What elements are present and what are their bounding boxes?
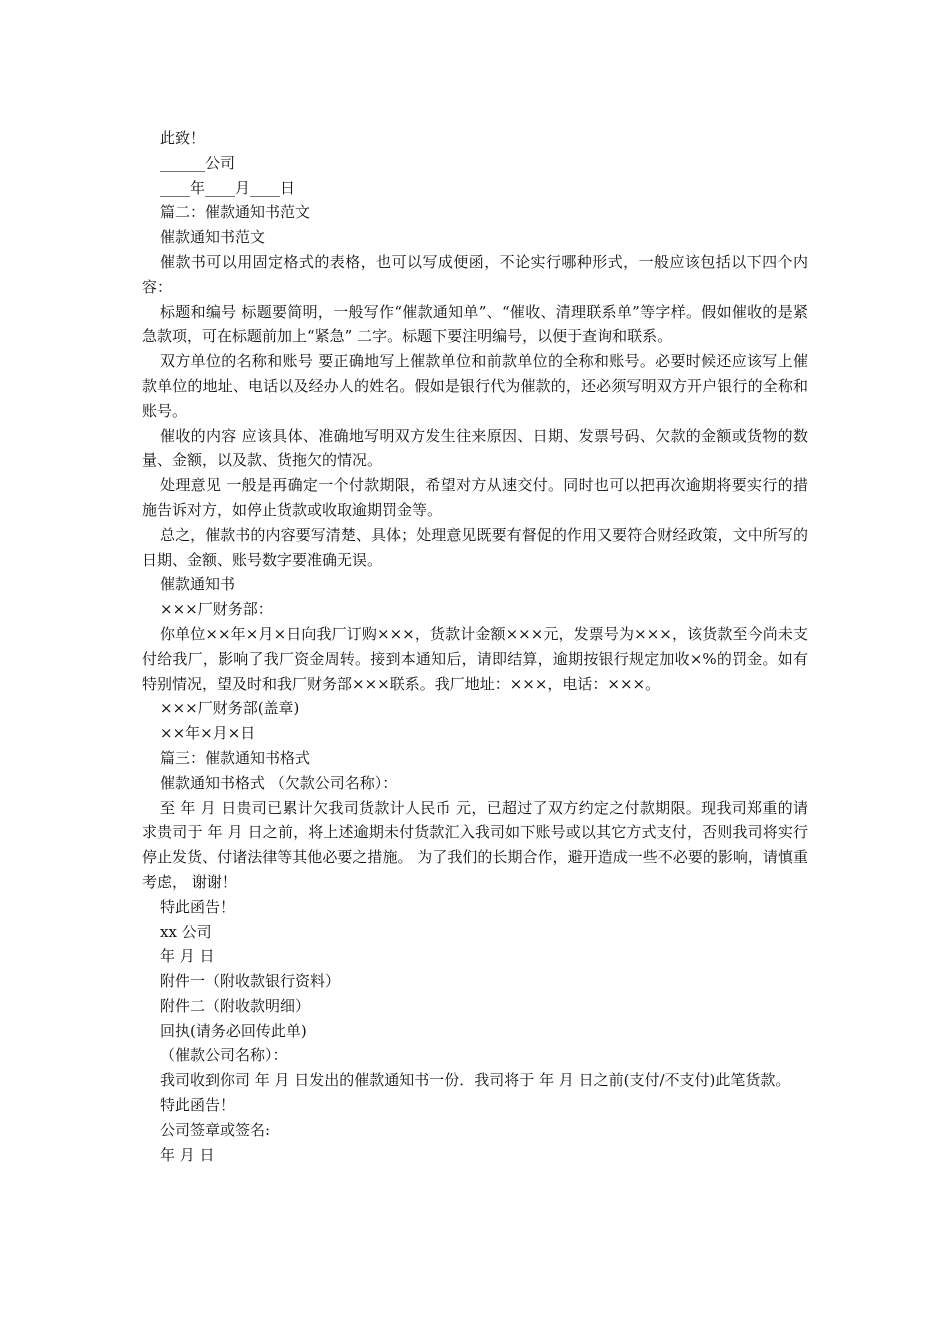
- date-blank: ____年____月____日: [160, 178, 296, 197]
- paragraph-content: 催收的内容 应该具体、准确地写明双方发生往来原因、日期、发票号码、欠款的金额或货物的数量、金额，以及款、货拖欠的情况。: [142, 426, 808, 470]
- receipt-recipient: （催款公司名称）：: [160, 1046, 288, 1065]
- format-body: 至 年 月 日贵司已累计欠我司货款计人民币 元，已超过了双方约定之付款期限。现我司郑重的请求贵司于 年 月 日之前，将上述逾期未付货款汇入我司如下账号或以其它方式支付，否则我司将实行停止发货、付诸法律等其他必要之措施。 为了我们的长期合作，避开造成一些不必要的影响，请慎重考虑， 谢谢！: [142, 798, 808, 891]
- paragraph-intro: 催款书可以用固定格式的表格，也可以写成便函，不论实行哪种形式，一般应该包括以下四个内容：: [142, 252, 808, 296]
- notice-date: ××年×月×日: [160, 724, 256, 743]
- section-title-2: 催款通知书范文: [160, 228, 266, 247]
- paragraph-handling: 处理意见 一般是再确定一个付款期限，希望对方从速交付。同时也可以把再次逾期将要实行的措施告诉对方，如停止货款或收取逾期罚金等。: [142, 476, 808, 519]
- receipt-signature: 公司签章或签名:: [160, 1120, 271, 1139]
- paragraph-names-accounts: 双方单位的名称和账号 要正确地写上催款单位和前款单位的全称和账号。必要时候还应该写上催款单位的地址、电话以及经办人的姓名。假如是银行代为催款的，还必须写明双方开户银行的全称和账号。: [142, 352, 808, 420]
- paragraph-summary: 总之，催款书的内容要写清楚、具体；处理意见既要有督促的作用又要符合财经政策，文中所写的日期、金额、账号数字要准确无误。: [142, 525, 808, 569]
- closing-salutation: 此致！: [160, 129, 206, 147]
- format-closing: 特此函告！: [160, 897, 236, 916]
- receipt-body: 我司收到你司 年 月 日发出的催款通知书一份．我司将于 年 月 日之前(支付/不支付)此笔货款。: [160, 1071, 791, 1090]
- format-date: 年 月 日: [160, 947, 215, 966]
- attachment-2: 附件二（附收款明细）: [160, 996, 311, 1015]
- receipt-date: 年 月 日: [160, 1145, 215, 1164]
- document-body: [142, 126, 808, 1167]
- notice-title: 催款通知书: [160, 575, 236, 594]
- format-company: xx 公司: [160, 922, 212, 941]
- receipt-title: 回执(请务必回传此单): [160, 1021, 307, 1040]
- section-heading-2: 篇二：催款通知书范文: [160, 203, 311, 222]
- paragraph-title-numbering: 标题和编号 标题要简明，一般写作“催款通知单”、“催收、清理联系单”等字样。假如催收的是紧急款项，可在标题前加上“紧急” 二字。标题下要注明编号，以便于查询和联系。: [142, 302, 808, 346]
- notice-recipient: ×××厂财务部：: [160, 600, 273, 619]
- receipt-closing: 特此函告！: [160, 1096, 236, 1115]
- section-heading-3: 篇三：催款通知书格式: [160, 748, 311, 767]
- format-title: 催款通知书格式 （欠款公司名称）：: [160, 773, 398, 792]
- attachment-1: 附件一（附收款银行资料）: [160, 972, 341, 991]
- notice-body: 你单位××年×月×日向我厂订购×××，货款计金额×××元，发票号为×××，该货款至今尚未支付给我厂，影响了我厂资金周转。接到本通知后，请即结算，逾期按银行规定加收×%的罚金。如有特别情况，望及时和我厂财务部×××联系。我厂地址：×××，电话：×××。: [142, 624, 808, 693]
- company-blank: ______公司: [160, 153, 236, 172]
- notice-sender: ×××厂财务部(盖章): [160, 699, 300, 718]
